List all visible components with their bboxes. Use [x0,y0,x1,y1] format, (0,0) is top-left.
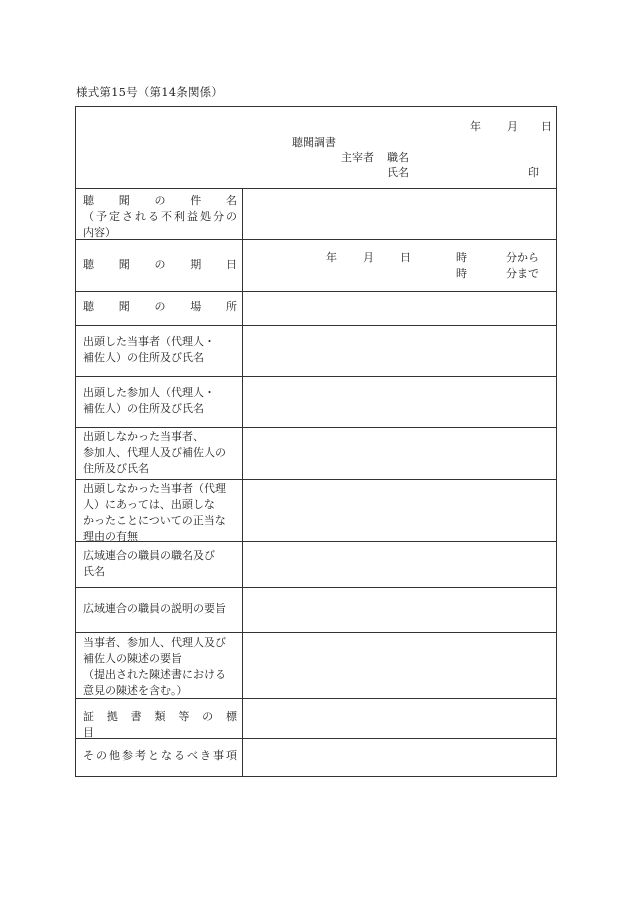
row-label-hearing-place: 聴 聞 の 場 所 [83,300,237,313]
row-divider [76,427,556,428]
presider-label: 主宰者 [341,151,374,164]
row-divider [76,479,556,480]
date-month-label: 月 [507,120,518,133]
form-number: 様式第15号（第14条関係） [76,85,224,99]
row-divider [76,291,556,292]
row-divider [76,188,556,189]
row-divider [76,632,556,633]
row-label-hearing-date: 聴 聞 の 期 日 [83,258,237,271]
row-label-absence-reason: 出頭しなかった当事者（代理 人）にあっては、出頭しな かったことについての正当な 理由の有無 [83,482,226,543]
row-label-other-reference: その他参考となるべき事項 [83,749,237,762]
job-title-label: 職名 [387,151,409,164]
row-divider [76,587,556,588]
date-year-label: 年 [470,120,481,133]
row-divider [76,325,556,326]
hearing-record-form: 年 月 日 聴聞調書 主宰者 職名 氏名 印 聴 聞 の 件 名 （予定される不利益処分の 内容） 聴 聞 の 期 日 年 月 日 時 分から 時 分まで 聴 聞 の 場 所 出頭した当事者（代理人・ 補佐人）の住所及び氏名 出頭した参加人（代理人・ 補佐人）の住所及び氏名 出頭しなかった当事者、 参加人、代理人及び補佐人の 住所及び氏名 出頭しなかった当事者（代理 人）にあっては、出頭しな かったことについての正当な 理由の有無 広域連合の職員の職名及び 氏名 広域連合の職員の説明の要旨 当事者、参加人、代理人及び 補佐人の陳述の要旨 （提出された陳述書における 意見の陳述を含む。） 証 拠 書 類 等 の 標 目 その他参考となるべき事項 [75,106,557,777]
name-label: 氏名 [387,166,409,179]
row-label-statement-summary: 当事者、参加人、代理人及び 補佐人の陳述の要旨 （提出された陳述書における 意見の陳述を含む。） [83,636,226,697]
row-label-absent-parties: 出頭しなかった当事者、 参加人、代理人及び補佐人の 住所及び氏名 [83,430,226,475]
row-label-attending-participant: 出頭した参加人（代理人・ 補佐人）の住所及び氏名 [83,386,215,415]
seal-label: 印 [528,166,539,179]
column-divider [242,188,243,777]
row-label-hearing-subject: 聴 聞 の 件 名 （予定される不利益処分の 内容） [83,194,237,239]
row-label-staff-explanation: 広域連合の職員の説明の要旨 [83,602,226,615]
row-label-attending-party: 出頭した当事者（代理人・ 補佐人）の住所及び氏名 [83,335,215,364]
date-day-label: 日 [541,120,552,133]
row-label-staff-title-name: 広域連合の職員の職名及び 氏名 [83,549,215,578]
row-label-evidence-list: 証 拠 書 類 等 の 標 目 [83,710,248,739]
row-divider [76,376,556,377]
document-title: 聴聞調書 [292,136,336,149]
